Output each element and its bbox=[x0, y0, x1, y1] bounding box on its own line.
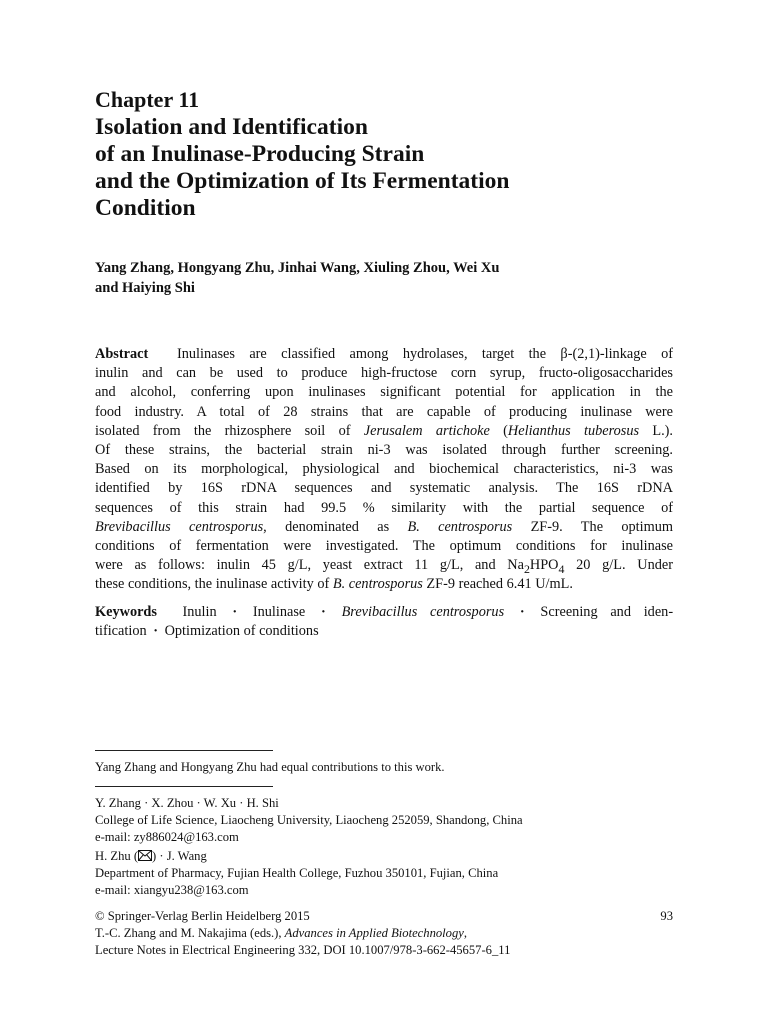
keyword: tification bbox=[95, 623, 147, 640]
keyword: Optimization of conditions bbox=[164, 623, 319, 640]
envelope-icon bbox=[138, 850, 152, 861]
copyright-block bbox=[95, 908, 673, 959]
page-number: 93 bbox=[660, 909, 673, 923]
affiliation-block bbox=[95, 795, 673, 846]
title-line: of an Inulinase-Producing Strain bbox=[95, 141, 425, 167]
abstract-line: isolated from the rhizosphere soil of Jerusalem artichoke (Helianthus tuberosus L.). bbox=[95, 422, 673, 439]
affiliation-names: H. Zhu ( ) · J. Wang bbox=[95, 849, 207, 863]
abstract-line: were as follows: inulin 45 g/L, yeast extract 11 g/L, and $Na_2HPO_4$ 20 g/L. Under bbox=[95, 557, 673, 576]
keyword: Inulin bbox=[182, 604, 217, 620]
title-line: Isolation and Identification bbox=[95, 114, 368, 140]
citation-line: T.-C. Zhang and M. Nakajima (eds.), Advances in Applied Biotechnology, bbox=[95, 926, 468, 940]
footnote-divider bbox=[95, 750, 273, 751]
keywords-line: Keywords Inulin · Inulinase · Brevibacillus centrosporus · Screening and iden- bbox=[95, 604, 674, 620]
title-line: Condition bbox=[95, 195, 196, 221]
affiliation-block bbox=[95, 848, 673, 899]
abstract-line: Based on its morphological, physiological and biochemical characteristics, ni-3 was bbox=[95, 461, 673, 478]
abstract-label: Abstract bbox=[95, 346, 149, 362]
affiliation-dept: Department of Pharmacy, Fujian Health College, Fuzhou 350101, Fujian, China bbox=[95, 866, 499, 880]
abstract-line: inulin and can be used to produce high-fructose corn syrup, fructo-oligosaccharides bbox=[95, 365, 673, 382]
abstract-line: Abstract Inulinases are classified among hydrolases, target the β-(2,1)-linkage of bbox=[95, 346, 673, 362]
affiliation-dept: College of Life Science, Liaocheng University, Liaocheng 252059, Shandong, China bbox=[95, 813, 523, 827]
author-line: Yang Zhang, Hongyang Zhu, Jinhai Wang, Xiuling Zhou, Wei Xu bbox=[95, 260, 500, 276]
title-line: and the Optimization of Its Fermentation bbox=[95, 168, 510, 194]
abstract-line: food industry. A total of 28 strains that are capable of producing inulinase were bbox=[95, 403, 673, 420]
abstract-line: and alcohol, conferring upon inulinases significant potential for application in the bbox=[95, 384, 673, 401]
keyword: Brevibacillus centrosporus bbox=[341, 604, 505, 620]
affiliation-names: Y. Zhang · X. Zhou · W. Xu · H. Shi bbox=[95, 796, 279, 810]
keywords-line: tification · Optimization of conditions bbox=[95, 623, 319, 640]
abstract-line: Of these strains, the bacterial strain ni-3 was isolated through further screening. bbox=[95, 441, 673, 458]
keywords-label: Keywords bbox=[95, 604, 157, 620]
citation-line: Lecture Notes in Electrical Engineering 332, DOI 10.1007/978-3-662-45657-6_11 bbox=[95, 943, 511, 957]
author-line: and Haiying Shi bbox=[95, 280, 195, 296]
affiliation-email: e-mail: xiangyu238@163.com bbox=[95, 883, 249, 897]
keyword: Screening and iden- bbox=[540, 604, 674, 620]
keyword: Inulinase bbox=[252, 604, 306, 620]
abstract-line: sequences of this strain had 99.5 % similarity with the partial sequence of bbox=[95, 499, 673, 516]
chapter-title bbox=[95, 114, 673, 222]
author-list bbox=[95, 258, 673, 298]
copyright-line: © Springer-Verlag Berlin Heidelberg 2015 bbox=[95, 909, 310, 923]
abstract-line: these conditions, the inulinase activity of B. centrosporus ZF-9 reached 6.41 U/mL. bbox=[95, 576, 573, 593]
abstract-line: Brevibacillus centrosporus, denominated as B. centrosporus ZF-9. The optimum bbox=[95, 518, 673, 535]
abstract-line: identified by 16S rDNA sequences and systematic analysis. The 16S rDNA bbox=[95, 480, 673, 497]
footnote: Yang Zhang and Hongyang Zhu had equal contributions to this work. bbox=[95, 760, 445, 774]
footnote-divider bbox=[95, 786, 273, 787]
abstract bbox=[95, 345, 673, 594]
abstract-line: conditions of fermentation were investigated. The optimum conditions for inulinase bbox=[95, 537, 673, 554]
chapter-label: Chapter 11 bbox=[95, 87, 200, 112]
keywords bbox=[95, 603, 673, 641]
affiliation-email: e-mail: zy886024@163.com bbox=[95, 830, 239, 844]
